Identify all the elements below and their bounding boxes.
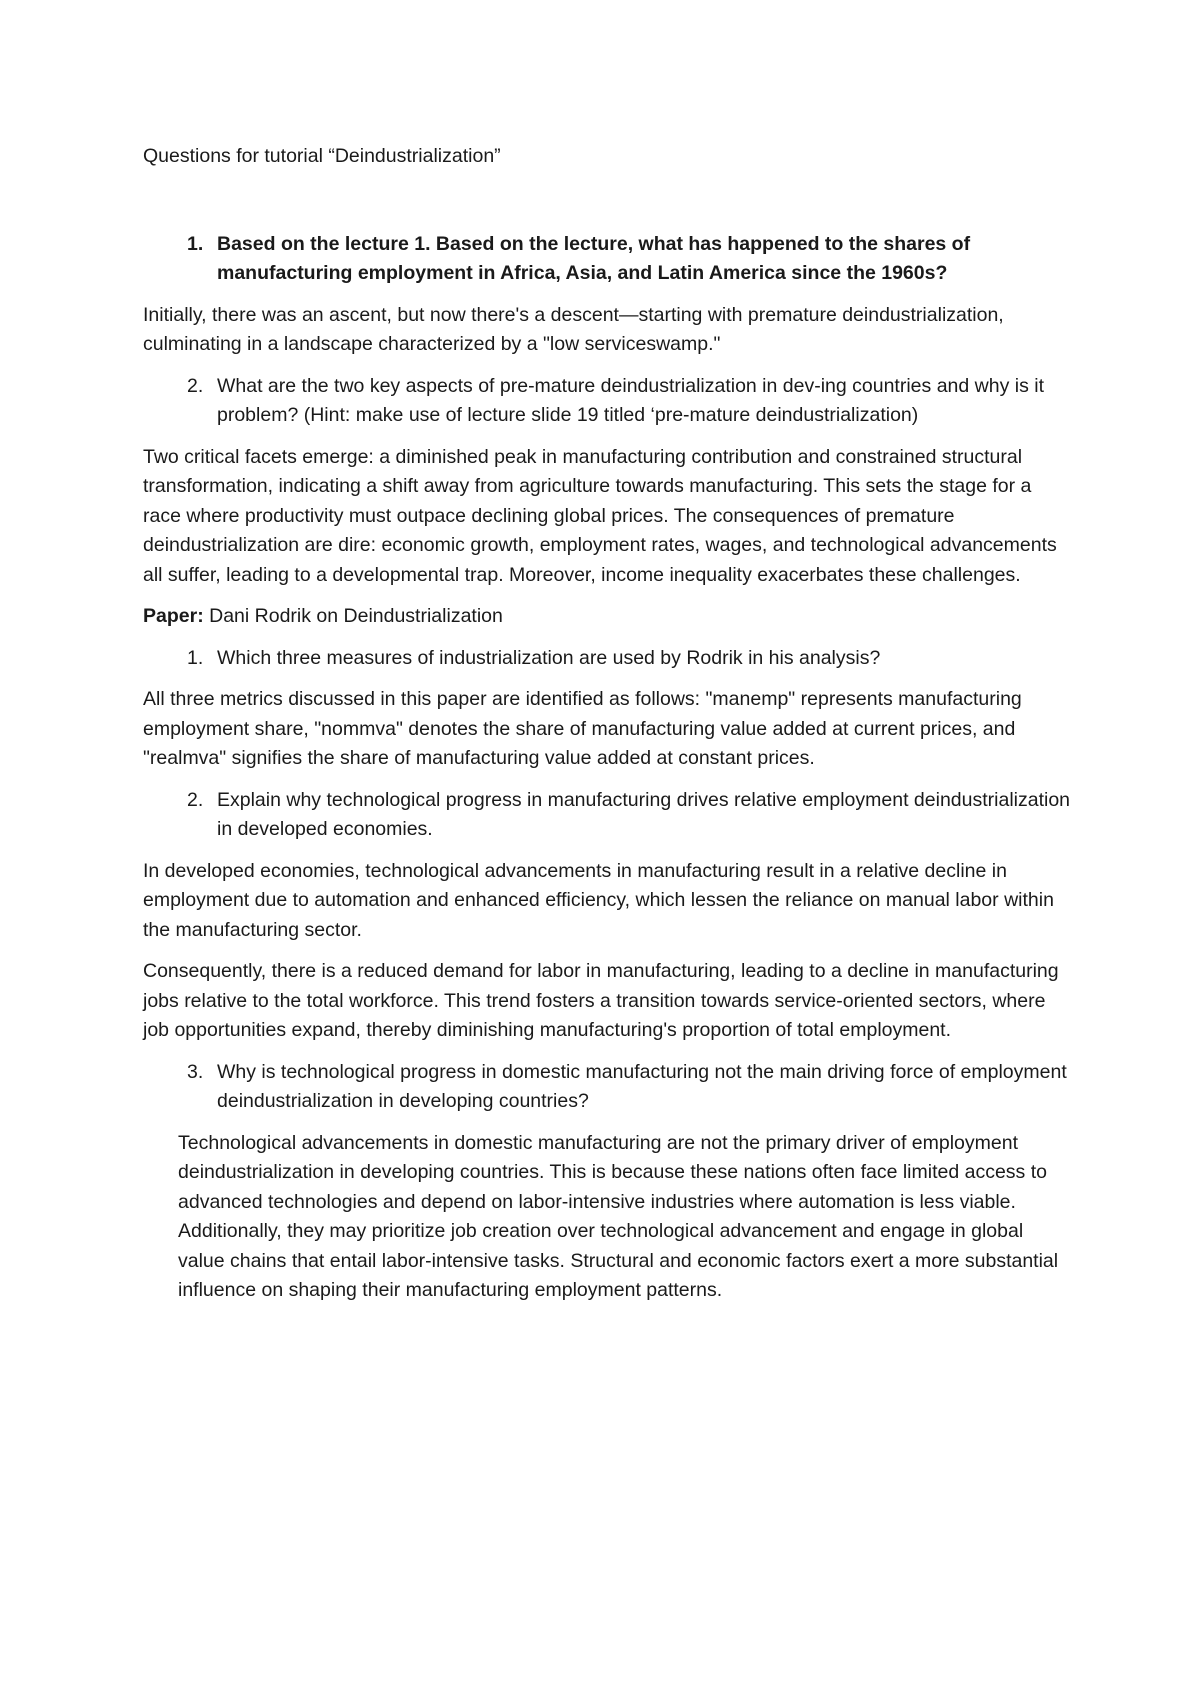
question-number: 1. <box>187 646 204 669</box>
question-text: Based on the lecture 1. Based on the lecture, what has happened to the shares of manufacturing employment in Africa, Asia, and Latin America since the 1960s? <box>217 232 971 284</box>
answer-2: Two critical facets emerge: a diminished peak in manufacturing contribution and constrained structural transformation, indicating a shift away from agriculture towards manufacturing. This sets the stage for a race where productivity must outpace declining global prices. The consequences of premature deindustrialization are dire: economic growth, employment rates, wages, and technological advancements all suffer, leading to a developmental trap. Moreover, income inequality exacerbates these challenges. <box>143 445 1057 586</box>
question-text: What are the two key aspects of pre-mature deindustrialization in dev-ing countries and why is it problem? (Hint: make use of lecture slide 19 titled ‘pre-mature deindustrialization) <box>217 374 1044 426</box>
paper-question-2 <box>143 786 1073 845</box>
question-text: Which three measures of industrialization are used by Rodrik in his analysis? <box>217 646 881 669</box>
paper-answer-2-part-1: In developed economies, technological advancements in manufacturing result in a relative decline in employment due to automation and enhanced efficiency, which lessen the reliance on manual labor within the manufacturing sector. <box>143 859 1054 941</box>
paper-question-1 <box>143 644 1073 674</box>
paper-question-3 <box>143 1058 1073 1117</box>
question-2 <box>143 372 1073 431</box>
paper-answer-3: Technological advancements in domestic manufacturing are not the primary driver of employment deindustrialization in developing countries. This is because these nations often face limited access to advanced technologies and depend on labor-intensive industries where automation is less viable. Additionally, they may prioritize job creation over technological advancement and engage in global value chains that entail labor-intensive tasks. Structural and economic factors exert a more substantial influence on shaping their manufacturing employment patterns. <box>178 1131 1059 1301</box>
question-text: Why is technological progress in domestic manufacturing not the main driving force of employment deindustrialization in developing countries? <box>217 1060 1067 1112</box>
question-1 <box>143 230 1073 289</box>
paper-answer-2-part-2: Consequently, there is a reduced demand for labor in manufacturing, leading to a decline in manufacturing jobs relative to the total workforce. This trend fosters a transition towards service-oriented sectors, where job opportunities expand, thereby diminishing manufacturing's proportion of total employment. <box>143 960 1059 1041</box>
question-number: 3. <box>187 1060 204 1083</box>
document-page <box>143 142 1073 1318</box>
document-title: Questions for tutorial “Deindustrialization” <box>143 145 501 167</box>
question-number: 1. <box>187 232 204 255</box>
paper-heading <box>143 602 1073 632</box>
paper-answer-1: All three metrics discussed in this paper are identified as follows: "manemp" represents manufacturing employment share, "nommva" denotes the share of manufacturing value added at current prices, and "realmva" signifies the share of manufacturing value added at constant prices. <box>143 688 1022 769</box>
answer-1: Initially, there was an ascent, but now there's a descent—starting with premature deindustrialization, culminating in a landscape characterized by a "low serviceswamp." <box>143 303 1004 355</box>
question-text: Explain why technological progress in manufacturing drives relative employment deindustrialization in developed economies. <box>217 788 1071 840</box>
paper-label: Paper: <box>143 605 204 627</box>
question-number: 2. <box>187 788 204 811</box>
paper-title: Dani Rodrik on Deindustrialization <box>203 605 503 627</box>
question-number: 2. <box>187 374 204 397</box>
